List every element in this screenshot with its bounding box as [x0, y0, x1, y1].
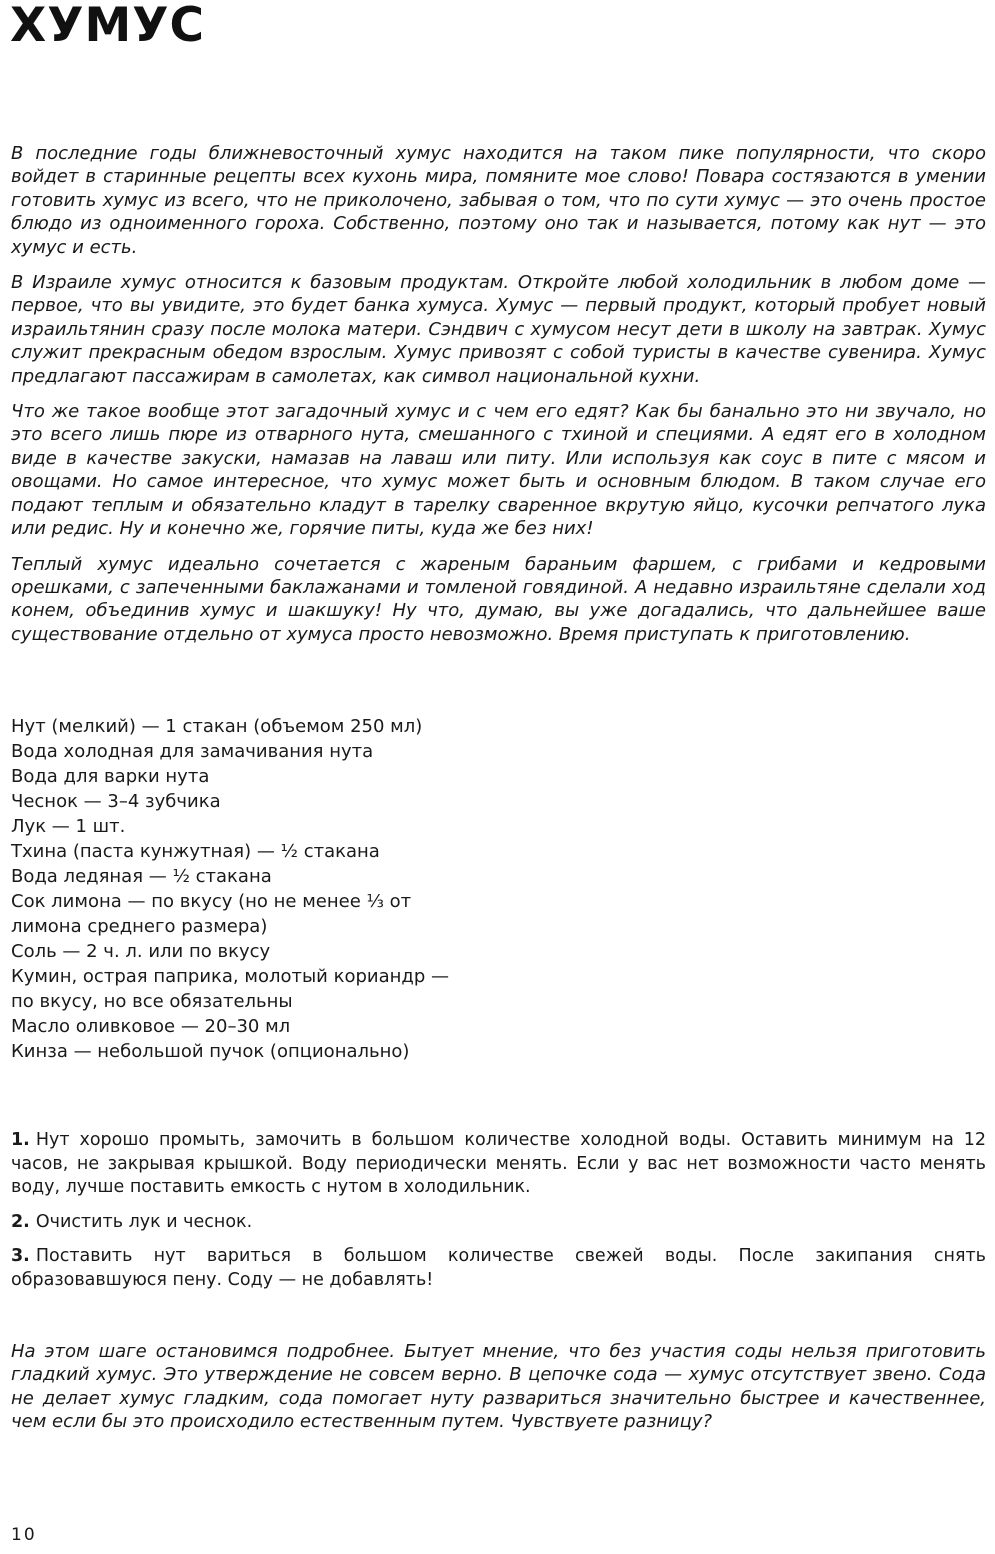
ingredient-line: Масло оливковое — 20–30 мл — [11, 1016, 291, 1037]
ingredient-line: Нут (мелкий) — 1 стакан (объемом 250 мл) — [11, 716, 423, 737]
intro-paragraph: В последние годы ближневосточный хумус находится на таком пике популярности, что скоро войдет в старинные рецепты всех кухонь мира, помяните мое слово! Повара состязаются в умении готовить хумус из всего, что не приколочено, забывая о том, что по сути хумус — это очень простое блюдо из одноименного гороха. Собственно, поэтому оно так и называется, потому как нут — это хумус и есть. — [11, 143, 986, 258]
ingredient-line: Соль — 2 ч. л. или по вкусу — [11, 941, 271, 962]
step-item — [11, 1129, 986, 1200]
step-number: 3. — [11, 1246, 30, 1266]
step-text: Очистить лук и чеснок. — [35, 1211, 253, 1232]
step-item — [11, 1211, 986, 1235]
step-number: 2. — [11, 1211, 30, 1232]
step-text: Нут хорошо промыть, замочить в большом количестве холодной воды. Оставить минимум на 12 часов, не закрывая крышкой. Воду периодически менять. Если у вас нет возможности часто менять воду, лучше поставить емкость с нутом в холодильник. — [11, 1130, 986, 1197]
ingredient-line: Кинза — небольшой пучок (опционально) — [11, 1041, 410, 1062]
intro-paragraph: Что же такое вообще этот загадочный хумус и с чем его едят? Как бы банально это ни звучало, но это всего лишь пюре из отварного нута, смешанного с тхиной и специями. А едят его в холодном виде в качестве закуски, намазав на лаваш или питу. Или используя как соус в пите с мясом и овощами. Но самое интересное, что хумус может быть и основным блюдом. В таком случае его подают теплым и обязательно кладут в тарелку сваренное вкрутую яйцо, кусочки репчатого лука или редис. Ну и конечно же, горячие питы, куда же без них! — [11, 401, 986, 540]
step-number: 1. — [11, 1130, 30, 1150]
ingredient-line: Сок лимона — по вкусу (но не менее ⅓ от — [11, 891, 412, 912]
ingredient-line: Кумин, острая паприка, молотый кориандр — — [11, 966, 449, 987]
ingredient-line: Лук — 1 шт. — [11, 816, 126, 837]
ingredient-line: Тхина (паста кунжутная) — ½ стакана — [11, 841, 380, 862]
intro-paragraph: В Израиле хумус относится к базовым продуктам. Откройте любой холодильник в любом доме — первое, что вы увидите, это будет банка хумуса. Хумус — первый продукт, который пробует новый израильтянин сразу после молока матери. Сэндвич с хумусом несут дети в школу на завтрак. Хумус служит прекрасным обедом взрослым. Хумус привозят с собой туристы в качестве сувенира. Хумус предлагают пассажирам в самолетах, как символ национальной кухни. — [11, 272, 986, 387]
page-number: 10 — [11, 1525, 37, 1545]
ingredient-line: по вкусу, но все обязательны — [11, 991, 293, 1012]
ingredient-line: Чеснок — 3–4 зубчика — [11, 791, 221, 812]
page-title: ХУМУС — [10, 0, 205, 53]
intro-paragraph: Теплый хумус идеально сочетается с жареным бараньим фаршем, с грибами и кедровыми орешками, с запеченными баклажанами и томленой говядиной. А недавно израильтяне сделали ход конем, объединив хумус и шакшуку! Ну что, думаю, вы уже догадались, что дальнейшее ваше существование отдельно от хумуса просто невозможно. Время приступать к приготовлению. — [11, 553, 986, 645]
ingredients-list — [11, 714, 481, 1064]
ingredient-line: лимона среднего размера) — [11, 916, 268, 937]
ingredient-line: Вода ледяная — ½ стакана — [11, 866, 272, 887]
note-paragraph: На этом шаге остановимся подробнее. Бытует мнение, что без участия соды нельзя приготовить гладкий хумус. Это утверждение не совсем верно. В цепочке сода — хумус отсутствует звено. Сода не делает хумус гладким, сода помогает нуту развариться значительно быстрее и качественнее, чем если бы это происходило естественным путем. Чувствуете разницу? — [11, 1341, 986, 1433]
ingredient-line: Вода холодная для замачивания нута — [11, 741, 374, 762]
ingredient-line: Вода для варки нута — [11, 766, 210, 787]
steps-list — [11, 1129, 986, 1303]
step-text: Поставить нут вариться в большом количестве свежей воды. После закипания снять образовавшуюся пену. Соду — не добавлять! — [11, 1246, 986, 1290]
step-item — [11, 1245, 986, 1292]
intro-text — [11, 142, 986, 658]
